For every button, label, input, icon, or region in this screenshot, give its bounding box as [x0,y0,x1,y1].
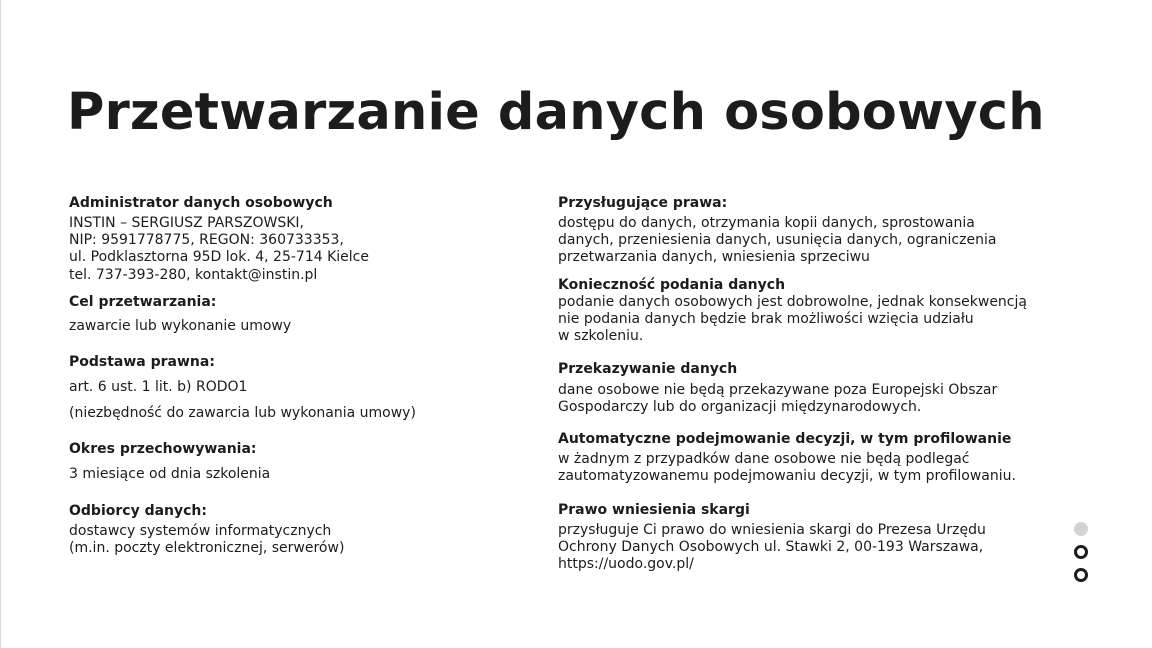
section-line: Gospodarczy lub do organizacji międzynarodowych. [558,399,922,416]
section-line: danych, przeniesienia danych, usunięcia danych, ograniczenia [558,232,997,249]
section-heading: Prawo wniesienia skargi [558,502,750,518]
section-line: dane osobowe nie będą przekazywane poza Europejski Obszar [558,382,998,398]
section-line: ul. Podklasztorna 95D lok. 4, 25-714 Kielce [69,249,369,266]
section-line: INSTIN – SERGIUSZ PARSZOWSKI, [69,215,304,231]
section-line: w szkoleniu. [558,328,644,345]
section-line: art. 6 ust. 1 lit. b) RODO1 [69,379,248,395]
section-administrator [69,195,509,284]
section-line: przysługuje Ci prawo do wniesienia skargi do Prezesa Urzędu [558,522,986,538]
section-cel [69,294,509,335]
section-podstawa [69,354,509,422]
section-line: dostępu do danych, otrzymania kopii danych, sprostowania [558,215,975,231]
section-heading: Przekazywanie danych [558,361,738,377]
section-line: https://uodo.gov.pl/ [558,556,694,573]
section-odbiorcy [69,503,509,557]
slide-pagination [1074,522,1088,591]
section-heading: Odbiorcy danych: [69,503,207,519]
section-line: dostawcy systemów informatycznych [69,523,332,539]
section-heading: Automatyczne podejmowanie decyzji, w tym profilowanie [558,431,1012,447]
section-prawa [558,195,1058,267]
section-line: NIP: 9591778775, REGON: 360733353, [69,232,344,249]
page-edge-divider [0,0,1,648]
section-skarga [558,502,1058,574]
slide-dot-active-icon[interactable] [1074,522,1088,536]
section-line: w żadnym z przypadków dane osobowe nie będą podlegać [558,451,970,467]
section-line: tel. 737-393-280, kontakt@instin.pl [69,266,318,283]
section-line: (m.in. poczty elektronicznej, serwerów) [69,540,345,557]
section-line: 3 miesiące od dnia szkolenia [69,466,271,482]
section-line: Ochrony Danych Osobowych ul. Stawki 2, 00-193 Warszawa, [558,539,984,556]
slide-dot-icon[interactable] [1074,568,1088,582]
section-line: nie podania danych będzie brak możliwości wzięcia udziału [558,311,974,328]
section-heading: Administrator danych osobowych [69,195,333,211]
section-heading: Okres przechowywania: [69,441,257,457]
section-line: przetwarzania danych, wniesienia sprzeciwu [558,249,870,266]
section-heading: Przysługujące prawa: [558,195,728,211]
section-heading: Cel przetwarzania: [69,294,217,310]
section-line: (niezbędność do zawarcia lub wykonania umowy) [69,405,416,422]
section-koniecznosc [558,277,1058,346]
section-automatyczne [558,431,1058,485]
section-line: podanie danych osobowych jest dobrowolne, jednak konsekwencją [558,294,1027,310]
page-title: Przetwarzanie danych osobowych [67,83,1045,142]
section-okres [69,441,509,483]
section-line: zawarcie lub wykonanie umowy [69,318,292,334]
section-heading: Podstawa prawna: [69,354,215,370]
section-line: zautomatyzowanemu podejmowaniu decyzji, w tym profilowaniu. [558,468,1016,485]
slide-dot-icon[interactable] [1074,545,1088,559]
section-heading: Konieczność podania danych [558,277,786,293]
section-przekazywanie [558,361,1058,416]
